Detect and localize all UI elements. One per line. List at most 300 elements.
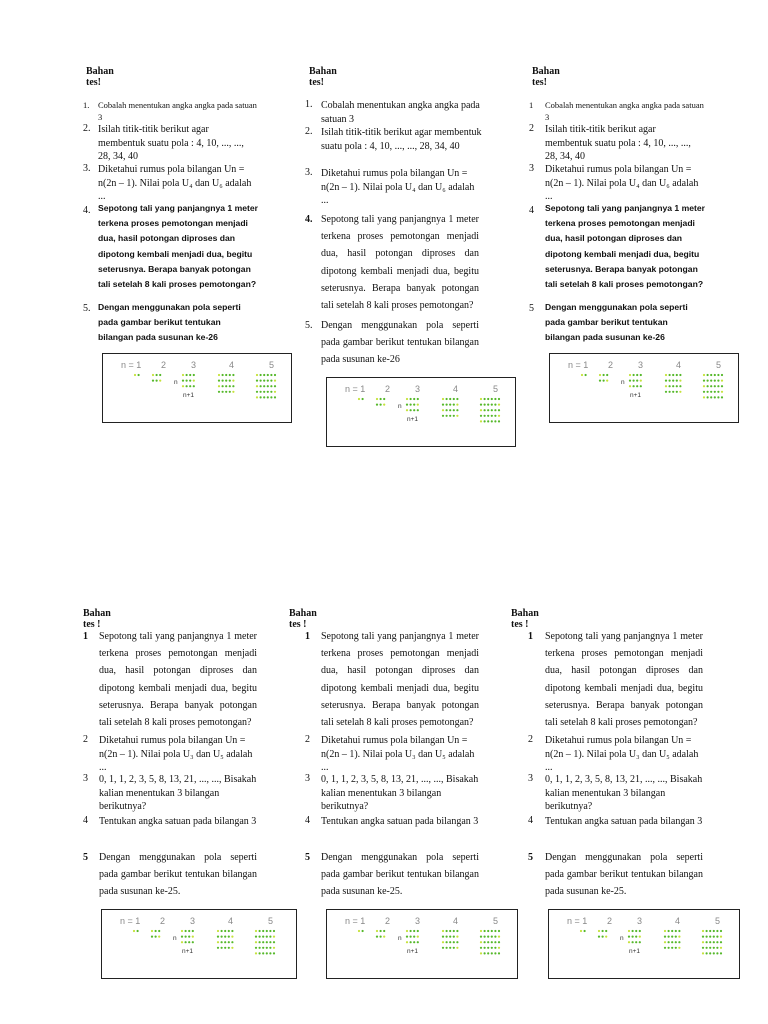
question-text: Sepotong tali yang panjangnya 1 meter terkena proses pemotongan menjadi dua, hasil potongan diproses dan dipotong kembali menjadi dua, begitu seterusnya. Berapa banyak potongan tali setelah 8 kali proses pemotongan? bbox=[545, 631, 703, 729]
section-title: Bahan tes! bbox=[309, 66, 337, 88]
pattern-dot bbox=[603, 374, 605, 376]
pattern-dot bbox=[635, 930, 637, 932]
pattern-dot bbox=[669, 374, 671, 376]
pattern-dot bbox=[449, 936, 451, 938]
question-text: Tentukan angka satuan pada bilangan 3 bbox=[99, 816, 257, 827]
pattern-dot bbox=[270, 374, 272, 376]
figure-label: 3 bbox=[190, 916, 196, 926]
pattern-dot bbox=[263, 380, 265, 382]
pattern-dot bbox=[709, 941, 711, 943]
pattern-dot bbox=[716, 952, 718, 954]
pattern-dot bbox=[417, 941, 419, 943]
pattern-dot bbox=[498, 398, 500, 400]
pattern-dot bbox=[671, 936, 673, 938]
pattern-dot bbox=[228, 936, 230, 938]
pattern-dot bbox=[602, 936, 604, 938]
pattern-dot bbox=[266, 952, 268, 954]
pattern-dot bbox=[225, 391, 227, 393]
pattern-dot bbox=[376, 936, 378, 938]
pattern-dot bbox=[598, 936, 600, 938]
pattern-dot bbox=[156, 374, 158, 376]
pattern-dot bbox=[410, 936, 412, 938]
question-text: Dengan menggunakan pola seperti pada gambar berikut tentukan bilangan pada susunan ke-25. bbox=[545, 852, 703, 898]
pattern-dot bbox=[639, 941, 641, 943]
pattern-dot bbox=[232, 391, 234, 393]
pattern-dot bbox=[222, 385, 224, 387]
pattern-dot bbox=[720, 941, 722, 943]
pattern-dot bbox=[442, 930, 444, 932]
figure-n1-label: n+1 bbox=[407, 416, 419, 423]
pattern-dot bbox=[134, 374, 136, 376]
pattern-dot bbox=[229, 380, 231, 382]
pattern-dot bbox=[259, 930, 261, 932]
pattern-dot bbox=[636, 380, 638, 382]
pattern-dot bbox=[665, 380, 667, 382]
question-number: 2. bbox=[305, 126, 313, 137]
question-text: Dengan menggunakan pola seperti pada gambar berikut tentukan bilangan pada susunan ke-25. bbox=[321, 852, 479, 898]
pattern-dot bbox=[380, 930, 382, 932]
pattern-dot bbox=[263, 391, 265, 393]
figure-n-label: n bbox=[621, 379, 625, 386]
pattern-dot bbox=[217, 947, 219, 949]
pattern-dot bbox=[383, 930, 385, 932]
pattern-dot bbox=[222, 374, 224, 376]
pattern-dot bbox=[498, 404, 500, 406]
pattern-dot bbox=[706, 947, 708, 949]
pattern-dot bbox=[262, 930, 264, 932]
pattern-dot bbox=[222, 391, 224, 393]
pattern-dot bbox=[406, 398, 408, 400]
pattern-dot bbox=[446, 936, 448, 938]
pattern-dot bbox=[679, 385, 681, 387]
pattern-dot bbox=[221, 930, 223, 932]
pattern-dot bbox=[255, 936, 257, 938]
question-text: Sepotong tali yang panjangnya 1 meter terkena proses pemotongan menjadi dua, hasil potongan diproses dan dipotong kembali menjadi dua, begitu seterusnya. Berapa banyak potongan tali setelah 8 kali proses pemotongan? bbox=[545, 203, 705, 290]
pattern-dot bbox=[491, 404, 493, 406]
pattern-dot bbox=[702, 952, 704, 954]
pattern-dot bbox=[158, 930, 160, 932]
pattern-dot bbox=[158, 936, 160, 938]
pattern-dot bbox=[221, 947, 223, 949]
question-number: 3. bbox=[305, 167, 313, 178]
pattern-dot bbox=[721, 396, 723, 398]
figure-n-label: n bbox=[174, 379, 178, 386]
figure-label: n = 1 bbox=[345, 916, 366, 926]
pattern-dot bbox=[182, 385, 184, 387]
pattern-dot bbox=[703, 396, 705, 398]
question-text: Diketahui rumus pola bilangan Un = n(2n – 1). Nilai pola U₄ dan U₆ adalah ... bbox=[545, 164, 699, 202]
pattern-dot bbox=[383, 404, 385, 406]
question-text: Sepotong tali yang panjangnya 1 meter terkena proses pemotongan menjadi dua, hasil potongan diproses dan dipotong kembali menjadi dua, begitu seterusnya. Berapa banyak potongan tali setelah 8 kali proses pemotongan? bbox=[98, 203, 258, 290]
question-number: 5 bbox=[529, 303, 534, 314]
question-text: Dengan menggunakan pola seperti pada gambar berikut tentukan bilangan pada susunan ke-26 bbox=[321, 320, 479, 366]
pattern-dot bbox=[406, 404, 408, 406]
pattern-dot bbox=[484, 404, 486, 406]
pattern-dot bbox=[274, 380, 276, 382]
pattern-dot bbox=[716, 930, 718, 932]
pattern-dot bbox=[633, 380, 635, 382]
pattern-dot bbox=[159, 380, 161, 382]
pattern-dot bbox=[498, 936, 500, 938]
pattern-dot bbox=[710, 396, 712, 398]
pattern-dot bbox=[676, 374, 678, 376]
pattern-dot bbox=[717, 385, 719, 387]
pattern-dot bbox=[703, 385, 705, 387]
pattern-dot bbox=[442, 404, 444, 406]
figure-label: 4 bbox=[229, 360, 235, 370]
pattern-dot bbox=[669, 385, 671, 387]
pattern-dot bbox=[581, 374, 583, 376]
question-number: 1. bbox=[305, 99, 313, 110]
pattern-dot bbox=[181, 941, 183, 943]
pattern-dot bbox=[487, 420, 489, 422]
pattern-dot bbox=[453, 947, 455, 949]
pattern-dot bbox=[274, 374, 276, 376]
pattern-dot bbox=[152, 374, 154, 376]
pattern-dot bbox=[442, 947, 444, 949]
pattern-dot bbox=[456, 404, 458, 406]
section-title: Bahan tes ! bbox=[511, 608, 539, 630]
question-number: 3 bbox=[529, 163, 534, 174]
pattern-dot bbox=[635, 936, 637, 938]
pattern-dot bbox=[225, 385, 227, 387]
question-text: Dengan menggunakan pola seperti pada gambar berikut tentukan bilangan pada susunan ke-26 bbox=[545, 302, 688, 343]
pattern-dot bbox=[487, 947, 489, 949]
pattern-dot bbox=[413, 941, 415, 943]
pattern-dot bbox=[218, 380, 220, 382]
pattern-dot bbox=[417, 404, 419, 406]
pattern-dot bbox=[376, 930, 378, 932]
pattern-dot bbox=[664, 947, 666, 949]
pattern-dot bbox=[406, 930, 408, 932]
pattern-dot bbox=[221, 936, 223, 938]
figure-label: n = 1 bbox=[345, 384, 366, 394]
pattern-dot bbox=[383, 936, 385, 938]
pattern-dot bbox=[707, 380, 709, 382]
pattern-dot bbox=[156, 380, 158, 382]
pattern-dot bbox=[679, 374, 681, 376]
pattern-dot bbox=[137, 930, 139, 932]
figure-n1-label: n+1 bbox=[629, 948, 641, 955]
question-text: Dengan menggunakan pola seperti pada gambar berikut tentukan bilangan pada susunan ke-25. bbox=[99, 852, 257, 898]
figure-label: 5 bbox=[493, 916, 499, 926]
pattern-dot bbox=[639, 936, 641, 938]
pattern-dot bbox=[270, 391, 272, 393]
pattern-dot bbox=[192, 936, 194, 938]
pattern-dot bbox=[410, 404, 412, 406]
pattern-dot bbox=[449, 398, 451, 400]
pattern-dot bbox=[714, 396, 716, 398]
question-number: 2 bbox=[529, 123, 534, 134]
question-text: Isilah titik-titik berikut agar membentuk suatu pola : 4, 10, ..., ..., 28, 34, 40 bbox=[545, 124, 691, 162]
question-number: 5 bbox=[305, 852, 310, 863]
pattern-dot bbox=[632, 941, 634, 943]
pattern-dot bbox=[453, 409, 455, 411]
pattern-dot bbox=[480, 941, 482, 943]
pattern-dot bbox=[413, 404, 415, 406]
pattern-dot bbox=[706, 930, 708, 932]
pattern-dot bbox=[188, 936, 190, 938]
question-number: 5. bbox=[83, 303, 91, 314]
figure-label: 3 bbox=[638, 360, 644, 370]
pattern-dot bbox=[665, 385, 667, 387]
pattern-dot bbox=[259, 941, 261, 943]
pattern-dot bbox=[456, 936, 458, 938]
pattern-dot bbox=[494, 947, 496, 949]
pattern-dot bbox=[231, 936, 233, 938]
pattern-dot bbox=[186, 374, 188, 376]
pattern-dot bbox=[628, 930, 630, 932]
pattern-dot bbox=[672, 391, 674, 393]
pattern-figure bbox=[326, 909, 518, 979]
pattern-dot bbox=[494, 420, 496, 422]
question-number: 4 bbox=[528, 815, 533, 826]
pattern-dot bbox=[635, 941, 637, 943]
pattern-dot bbox=[720, 947, 722, 949]
pattern-dot bbox=[713, 941, 715, 943]
pattern-dot bbox=[263, 396, 265, 398]
pattern-dot bbox=[274, 391, 276, 393]
pattern-dot bbox=[181, 930, 183, 932]
question-text: Sepotong tali yang panjangnya 1 meter terkena proses pemotongan menjadi dua, hasil potongan diproses dan dipotong kembali menjadi dua, begitu seterusnya. Berapa banyak potongan tali setelah 8 kali proses pemotongan? bbox=[99, 631, 257, 729]
pattern-dot bbox=[498, 941, 500, 943]
pattern-dot bbox=[376, 398, 378, 400]
pattern-dot bbox=[263, 374, 265, 376]
pattern-dot bbox=[678, 936, 680, 938]
pattern-dot bbox=[709, 952, 711, 954]
pattern-dot bbox=[446, 930, 448, 932]
pattern-dot bbox=[717, 374, 719, 376]
section-title: Bahan tes ! bbox=[289, 608, 317, 630]
pattern-dot bbox=[442, 941, 444, 943]
question-number: 4 bbox=[529, 205, 534, 216]
pattern-dot bbox=[383, 398, 385, 400]
pattern-dot bbox=[449, 941, 451, 943]
figure-label: 5 bbox=[269, 360, 275, 370]
pattern-dot bbox=[710, 380, 712, 382]
pattern-dot bbox=[413, 398, 415, 400]
pattern-dot bbox=[193, 385, 195, 387]
pattern-dot bbox=[480, 404, 482, 406]
pattern-dot bbox=[185, 930, 187, 932]
pattern-dot bbox=[446, 941, 448, 943]
pattern-dot bbox=[605, 936, 607, 938]
pattern-dot bbox=[605, 930, 607, 932]
question-number: 1 bbox=[305, 631, 310, 642]
pattern-dot bbox=[453, 930, 455, 932]
pattern-dot bbox=[224, 941, 226, 943]
pattern-dot bbox=[676, 380, 678, 382]
pattern-dot bbox=[491, 398, 493, 400]
pattern-dot bbox=[484, 930, 486, 932]
pattern-dot bbox=[714, 374, 716, 376]
pattern-dot bbox=[266, 930, 268, 932]
pattern-dot bbox=[498, 409, 500, 411]
pattern-dot bbox=[417, 930, 419, 932]
pattern-dot bbox=[362, 398, 364, 400]
pattern-dot bbox=[410, 941, 412, 943]
pattern-dot bbox=[603, 380, 605, 382]
pattern-dot bbox=[362, 930, 364, 932]
pattern-dot bbox=[606, 380, 608, 382]
pattern-dot bbox=[229, 385, 231, 387]
question-number: 4. bbox=[305, 214, 313, 225]
pattern-dot bbox=[585, 374, 587, 376]
figure-n1-label: n+1 bbox=[182, 948, 194, 955]
pattern-dot bbox=[192, 930, 194, 932]
pattern-dot bbox=[358, 398, 360, 400]
pattern-dot bbox=[138, 374, 140, 376]
pattern-figure bbox=[101, 909, 297, 979]
pattern-dot bbox=[256, 385, 258, 387]
pattern-dot bbox=[267, 385, 269, 387]
pattern-dot bbox=[218, 374, 220, 376]
pattern-dot bbox=[679, 380, 681, 382]
figure-n-label: n bbox=[398, 935, 402, 942]
pattern-dot bbox=[629, 385, 631, 387]
pattern-dot bbox=[668, 941, 670, 943]
pattern-dot bbox=[676, 391, 678, 393]
question-number: 3 bbox=[305, 773, 310, 784]
pattern-dot bbox=[484, 398, 486, 400]
pattern-dot bbox=[629, 380, 631, 382]
pattern-dot bbox=[669, 391, 671, 393]
figure-label: n = 1 bbox=[121, 360, 142, 370]
pattern-dot bbox=[675, 930, 677, 932]
pattern-dot bbox=[491, 952, 493, 954]
pattern-dot bbox=[222, 380, 224, 382]
pattern-dot bbox=[713, 952, 715, 954]
pattern-dot bbox=[273, 947, 275, 949]
pattern-dot bbox=[185, 941, 187, 943]
pattern-dot bbox=[491, 941, 493, 943]
pattern-dot bbox=[716, 941, 718, 943]
pattern-dot bbox=[480, 409, 482, 411]
pattern-dot bbox=[262, 941, 264, 943]
pattern-dot bbox=[672, 380, 674, 382]
pattern-dot bbox=[406, 936, 408, 938]
question-number: 3 bbox=[528, 773, 533, 784]
pattern-dot bbox=[491, 415, 493, 417]
pattern-dot bbox=[255, 947, 257, 949]
pattern-dot bbox=[480, 936, 482, 938]
question-text: Diketahui rumus pola bilangan Un = n(2n – 1). Nilai pola U₃ dan U₅ adalah ... bbox=[321, 735, 475, 773]
pattern-dot bbox=[484, 936, 486, 938]
question-text: Isilah titik-titik berikut agar membentuk suatu pola : 4, 10, ..., ..., 28, 34, 40 bbox=[321, 127, 482, 152]
question-text: 0, 1, 1, 2, 3, 5, 8, 13, 21, ..., ..., Bisakah kalian menentukan 3 bilangan berikutnya? bbox=[545, 774, 703, 812]
figure-label: 4 bbox=[453, 916, 459, 926]
pattern-dot bbox=[494, 415, 496, 417]
pattern-dot bbox=[456, 930, 458, 932]
pattern-dot bbox=[155, 936, 157, 938]
pattern-dot bbox=[260, 380, 262, 382]
pattern-dot bbox=[494, 936, 496, 938]
pattern-dot bbox=[671, 947, 673, 949]
pattern-figure bbox=[548, 909, 740, 979]
pattern-dot bbox=[267, 380, 269, 382]
figure-label: 3 bbox=[415, 916, 421, 926]
question-number: 5 bbox=[528, 852, 533, 863]
pattern-dot bbox=[480, 947, 482, 949]
pattern-dot bbox=[267, 396, 269, 398]
figure-label: 5 bbox=[715, 916, 721, 926]
pattern-dot bbox=[599, 374, 601, 376]
question-text: Isilah titik-titik berikut agar membentuk suatu pola : 4, 10, ..., ..., 28, 34, 40 bbox=[98, 124, 244, 162]
question-number: 1 bbox=[83, 631, 88, 642]
pattern-figure bbox=[102, 353, 292, 423]
pattern-dot bbox=[456, 947, 458, 949]
pattern-dot bbox=[269, 930, 271, 932]
question-text: Tentukan angka satuan pada bilangan 3 bbox=[321, 816, 479, 827]
pattern-dot bbox=[678, 947, 680, 949]
pattern-dot bbox=[676, 385, 678, 387]
pattern-dot bbox=[273, 941, 275, 943]
pattern-dot bbox=[133, 930, 135, 932]
pattern-dot bbox=[494, 398, 496, 400]
pattern-dot bbox=[717, 380, 719, 382]
pattern-dot bbox=[256, 374, 258, 376]
pattern-dot bbox=[498, 947, 500, 949]
pattern-dot bbox=[151, 936, 153, 938]
pattern-dot bbox=[665, 391, 667, 393]
pattern-dot bbox=[498, 420, 500, 422]
pattern-dot bbox=[255, 941, 257, 943]
pattern-dot bbox=[262, 952, 264, 954]
pattern-dot bbox=[380, 404, 382, 406]
pattern-dot bbox=[671, 930, 673, 932]
pattern-dot bbox=[640, 380, 642, 382]
pattern-dot bbox=[229, 391, 231, 393]
figure-label: n = 1 bbox=[120, 916, 141, 926]
pattern-dot bbox=[267, 391, 269, 393]
question-text: Diketahui rumus pola bilangan Un = n(2n – 1). Nilai pola U₃ dan U₅ adalah ... bbox=[545, 735, 699, 773]
pattern-dot bbox=[182, 374, 184, 376]
pattern-dot bbox=[720, 930, 722, 932]
pattern-dot bbox=[664, 936, 666, 938]
pattern-dot bbox=[710, 385, 712, 387]
pattern-dot bbox=[231, 947, 233, 949]
pattern-dot bbox=[480, 415, 482, 417]
question-text: 0, 1, 1, 2, 3, 5, 8, 13, 21, ..., ..., Bisakah kalian menentukan 3 bilangan berikutnya? bbox=[321, 774, 479, 812]
pattern-dot bbox=[491, 936, 493, 938]
pattern-dot bbox=[442, 415, 444, 417]
pattern-dot bbox=[714, 380, 716, 382]
question-number: 5 bbox=[83, 852, 88, 863]
figure-label: 2 bbox=[607, 916, 613, 926]
pattern-dot bbox=[269, 936, 271, 938]
question-text: 0, 1, 1, 2, 3, 5, 8, 13, 21, ..., ..., Bisakah kalian menentukan 3 bilangan berikutnya? bbox=[99, 774, 257, 812]
pattern-dot bbox=[487, 404, 489, 406]
pattern-dot bbox=[716, 936, 718, 938]
pattern-dot bbox=[721, 391, 723, 393]
pattern-dot bbox=[456, 409, 458, 411]
question-text: Diketahui rumus pola bilangan Un = n(2n – 1). Nilai pola U₄ dan U₆ adalah ... bbox=[321, 168, 475, 206]
pattern-dot bbox=[484, 952, 486, 954]
pattern-dot bbox=[274, 385, 276, 387]
pattern-dot bbox=[189, 385, 191, 387]
pattern-dot bbox=[260, 385, 262, 387]
figure-label: 4 bbox=[453, 384, 459, 394]
pattern-dot bbox=[151, 930, 153, 932]
pattern-dot bbox=[706, 941, 708, 943]
pattern-dot bbox=[702, 930, 704, 932]
pattern-dot bbox=[636, 374, 638, 376]
pattern-dot bbox=[721, 380, 723, 382]
question-number: 1. bbox=[83, 100, 90, 110]
pattern-dot bbox=[484, 420, 486, 422]
pattern-dot bbox=[228, 941, 230, 943]
pattern-dot bbox=[480, 952, 482, 954]
